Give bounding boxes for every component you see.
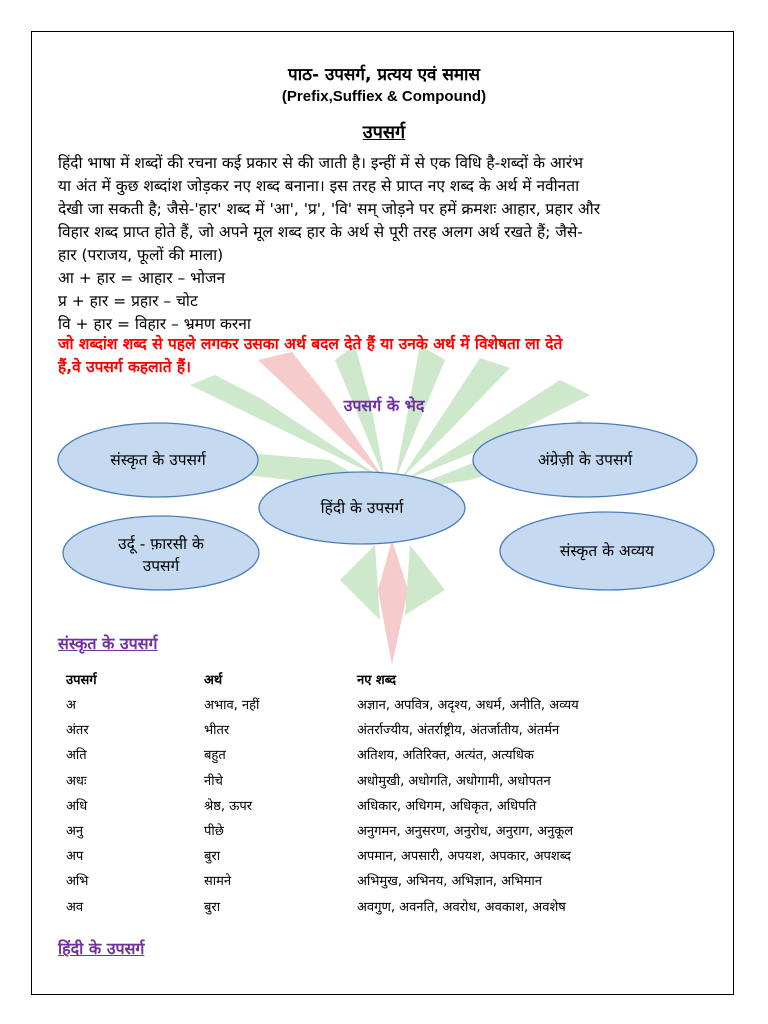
- table-header-cell: नए शब्द: [357, 673, 397, 688]
- table-cell: बुरा: [204, 899, 221, 915]
- table-cell: अधिकार, अधिगम, अधिकृत, अधिपति: [357, 798, 537, 814]
- table-cell: नीचे: [204, 773, 223, 789]
- trunk-red: [378, 540, 408, 665]
- intro-paragraph: [58, 152, 714, 336]
- example-line: प्र + हार = प्रहार – चोट: [58, 292, 198, 310]
- node-hindi-label: हिंदी के उपसर्ग: [320, 499, 404, 517]
- example-line: आ + हार = आहार – भोजन: [58, 269, 226, 287]
- table-cell: भीतर: [204, 723, 230, 739]
- node-urdu-line: उपसर्ग: [142, 557, 180, 575]
- table-cell: अप: [66, 849, 84, 865]
- definition-line: हैं,वे उपसर्ग कहलाते हैं।: [58, 358, 192, 376]
- section-title-upsarg: उपसर्ग: [362, 122, 406, 143]
- intro-line: हिंदी भाषा में शब्दों की रचना कई प्रकार से की जाती है। इन्हीं में से एक विधि है-शब्दों के आरंभ: [58, 154, 584, 172]
- node-english-label: अंग्रेज़ी के उपसर्ग: [537, 451, 633, 469]
- table-cell: अभाव, नहीं: [204, 698, 260, 713]
- page-title: पाठ- उपसर्ग, प्रत्यय एवं समास: [288, 65, 480, 85]
- page-subtitle: (Prefix,Suffiex & Compound): [281, 88, 487, 105]
- table-cell: अनु: [66, 824, 84, 839]
- table-cell: अपमान, अपसारी, अपयश, अपकार, अपशब्द: [357, 849, 571, 865]
- table-cell: सामने: [204, 874, 232, 890]
- table-cell: बुरा: [204, 849, 221, 865]
- intro-line: देखी जा सकती है; जैसे-'हार' शब्द में 'आ', 'प्र', 'वि' सम् जोड़ने पर हमें क्रमशः आहार, प्रहार और: [58, 200, 601, 218]
- diagram-heading: उपसर्ग के भेद: [343, 396, 425, 415]
- table-cell: अधोमुखी, अधोगति, अधोगामी, अधोपतन: [357, 773, 551, 789]
- table-header-cell: अर्थ: [204, 673, 223, 688]
- node-urdu-label: [63, 533, 259, 577]
- node-urdu-line: उर्दू - फ़ारसी के: [118, 535, 204, 553]
- node-avyay-label: संस्कृत के अव्यय: [559, 542, 655, 560]
- table-cell: अतिशय, अतिरिक्त, अत्यंत, अत्यधिक: [357, 748, 534, 764]
- table-header-cell: उपसर्ग: [66, 673, 97, 688]
- table-cell: अंतर: [66, 723, 89, 739]
- trunk-green-right: [405, 545, 445, 615]
- example-line: वि + हार = विहार – भ्रमण करना: [58, 315, 251, 333]
- definition-text: [58, 333, 714, 379]
- table-cell: बहुत: [204, 748, 226, 764]
- trunk-green-left: [340, 545, 380, 620]
- hindi-section-heading: हिंदी के उपसर्ग: [58, 939, 145, 958]
- table-cell: श्रेष्ठ, ऊपर: [204, 798, 253, 814]
- table-cell: अवगुण, अवनति, अवरोध, अवकाश, अवशेष: [357, 899, 566, 915]
- intro-line: विहार शब्द प्राप्त होते हैं, जो अपने मूल शब्द हार के अर्थ से पूरी तरह अलग अर्थ रखते हैं; जैसे-: [58, 223, 583, 241]
- intro-line: हार (पराजय, फूलों की माला): [58, 246, 224, 264]
- table-cell: अज्ञान, अपवित्र, अदृश्य, अधर्म, अनीति, अव्यय: [357, 698, 579, 713]
- table-cell: अभि: [66, 874, 89, 890]
- table-cell: अति: [66, 748, 87, 764]
- definition-line: जो शब्दांश शब्द से पहले लगकर उसका अर्थ बदल देते हैं या उनके अर्थ में विशेषता ला देते: [58, 335, 563, 353]
- sanskrit-section-heading: संस्कृत के उपसर्ग: [58, 634, 158, 653]
- table-cell: अव: [66, 899, 84, 915]
- node-sanskrit-label: संस्कृत के उपसर्ग: [110, 451, 206, 469]
- table-cell: अनुगमन, अनुसरण, अनुरोध, अनुराग, अनुकूल: [357, 824, 574, 839]
- table-cell: अंतर्राज्यीय, अंतर्राष्ट्रीय, अंतर्जातीय, अंतर्मन: [357, 723, 560, 739]
- intro-line: या अंत में कुछ शब्दांश जोड़कर नए शब्द बनाना। इस तरह से प्राप्त नए शब्द के अर्थ में नवीनता: [58, 177, 580, 195]
- table-cell: अभिमुख, अभिनय, अभिज्ञान, अभिमान: [357, 874, 542, 890]
- table-cell: अधि: [66, 798, 88, 814]
- table-cell: अधः: [66, 773, 87, 789]
- table-cell: पीछे: [204, 824, 224, 839]
- table-cell: अ: [66, 698, 76, 713]
